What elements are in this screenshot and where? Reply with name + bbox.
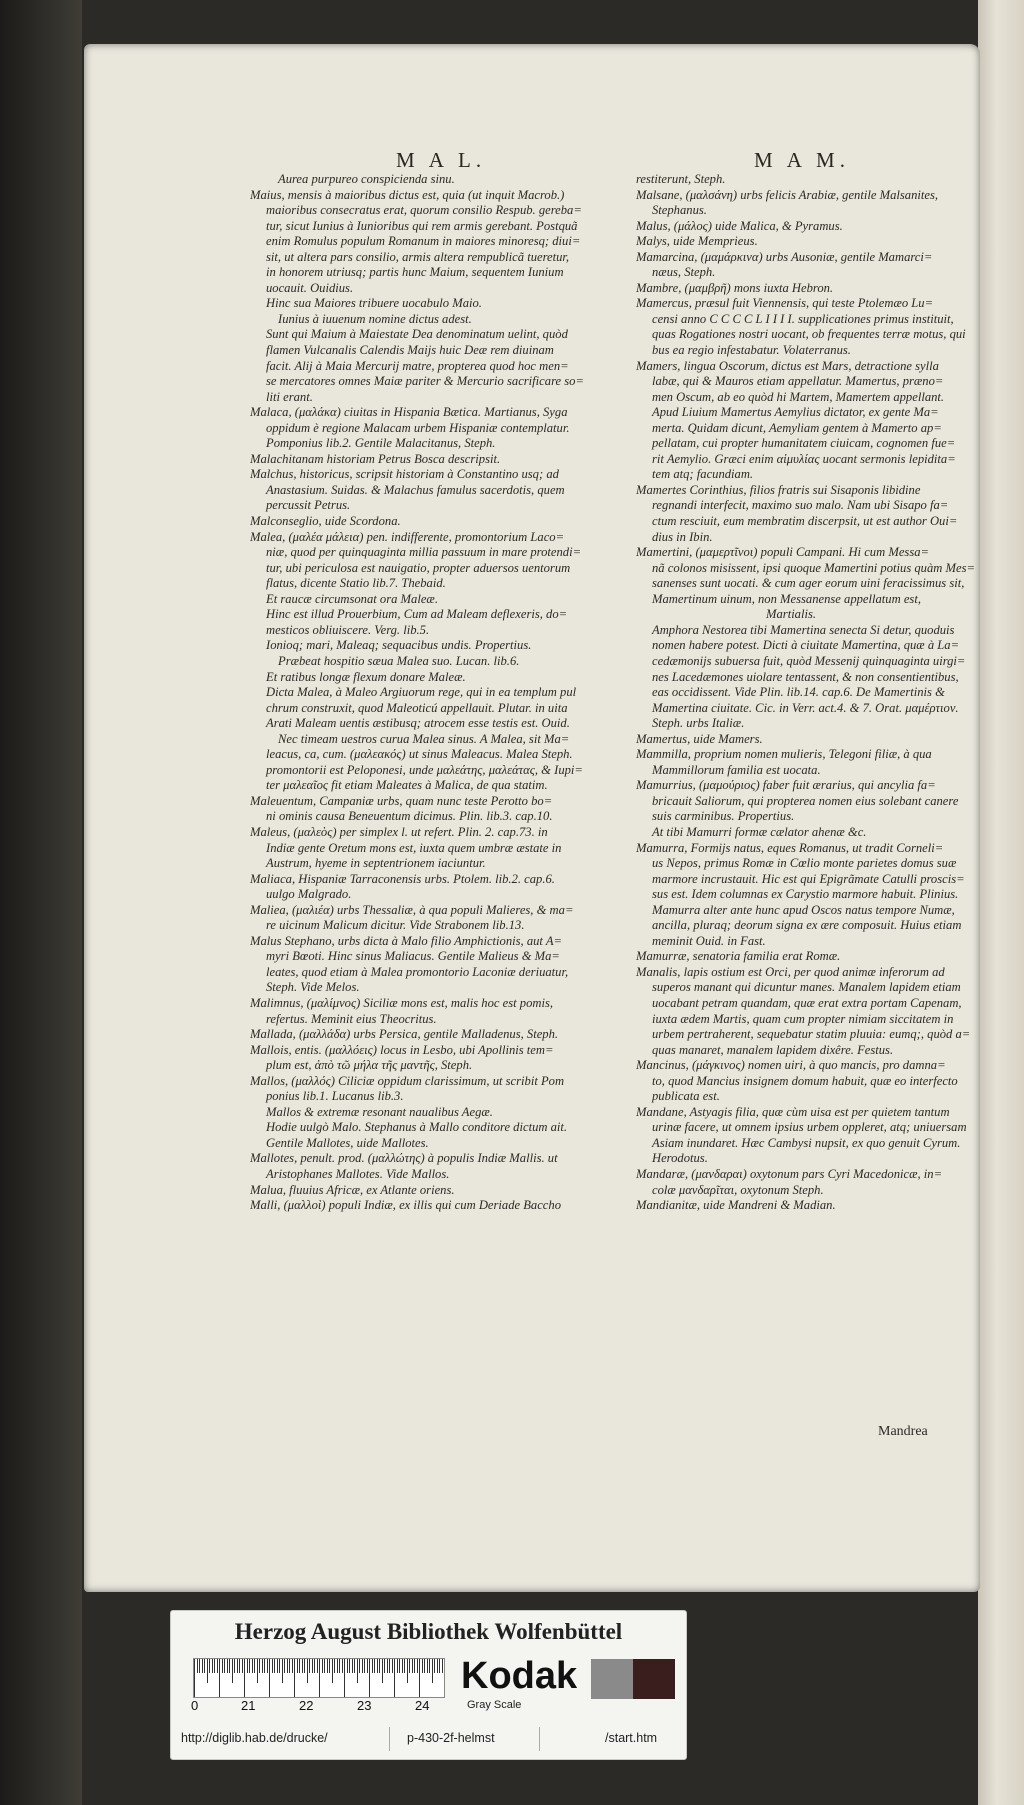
text-line: Et raucæ circumsonat ora Maleæ. bbox=[266, 591, 438, 606]
text-line: pellatam, cui propter humanitatem ciuicam, cognomen fue= bbox=[652, 436, 956, 451]
text-line: se mercatores omnes Maiæ pariter & Mercurio sacrificare so= bbox=[266, 374, 584, 389]
text-line: ctum resciuit, eum membratim discerpsit, ut est author Oui= bbox=[652, 514, 958, 529]
ruler-tick bbox=[262, 1659, 263, 1673]
text-line: næus, Steph. bbox=[652, 265, 716, 280]
ruler-tick bbox=[299, 1659, 300, 1673]
text-line: Steph. urbs Italiæ. bbox=[652, 716, 745, 731]
text-line: Hinc est illud Prouerbium, Cum ad Maleam deflexeris, do= bbox=[266, 607, 568, 622]
ruler-tick bbox=[277, 1659, 278, 1673]
ruler-tick bbox=[254, 1659, 255, 1673]
text-line: in honorem utriusq; partis hunc Maium, sequentem Iunium bbox=[266, 265, 564, 280]
text-line: ter μαλεαῖος fit etiam Maleates à Malica, de qua statim. bbox=[266, 778, 548, 793]
text-line: liti erant. bbox=[266, 389, 313, 404]
ruler-tick bbox=[419, 1659, 420, 1697]
text-line: ni ominis causa Beneuentum dicimus. Plin. lib.3. cap.10. bbox=[266, 809, 553, 824]
ruler-tick bbox=[212, 1659, 213, 1673]
text-line: uocabant petram quandam, quæ erat extra portam Capenam, bbox=[652, 995, 962, 1010]
page-header-left: M A L. bbox=[396, 148, 487, 172]
url-id: p-430-2f-helmst bbox=[407, 1731, 495, 1745]
ruler-tick bbox=[337, 1659, 338, 1673]
text-line: Mallos & extremæ resonant naualibus Aegæ. bbox=[266, 1104, 493, 1119]
kodak-logo: Kodak bbox=[461, 1655, 578, 1697]
ruler-tick bbox=[407, 1659, 408, 1683]
text-line: chrum construxit, quod Maleoticú appellauit. Plutar. in uita bbox=[266, 700, 568, 715]
text-line: Apud Liuium Mamertus Aemylius dictator, ex gente Ma= bbox=[652, 405, 939, 420]
scale-number: 23 bbox=[357, 1698, 372, 1713]
ruler-tick bbox=[194, 1659, 195, 1697]
text-line: Mandianitæ, uide Mandreni & Madian. bbox=[636, 1198, 836, 1213]
text-line: restiterunt, Steph. bbox=[636, 172, 726, 186]
text-line: enim Romulus populum Romanum in maiores minoresq; diui= bbox=[266, 234, 581, 249]
text-line: Steph. Vide Melos. bbox=[266, 980, 360, 995]
text-line: to, quod Mancius insignem domum habuit, quæ eo interfecto bbox=[652, 1073, 958, 1088]
text-line: Mamertina ciuitate. Cic. in Verr. act.4. & 7. Orat. μαμέρτιον. bbox=[652, 700, 959, 715]
ruler-tick bbox=[242, 1659, 243, 1673]
text-line: Mamurræ, senatoria familia erat Romæ. bbox=[636, 949, 841, 964]
text-line: Mancinus, (μάγκινος) nomen uiri, à quo mancis, pro damna= bbox=[636, 1058, 946, 1073]
scale-ruler bbox=[193, 1658, 445, 1698]
ruler-tick bbox=[422, 1659, 423, 1673]
ruler-tick bbox=[362, 1659, 363, 1673]
ruler-tick bbox=[229, 1659, 230, 1673]
text-line: Malus, (μάλος) uide Malica, & Pyramus. bbox=[636, 218, 843, 233]
text-line: merta. Quidam dicunt, Aemyliam gentem à Mamerto ap= bbox=[652, 420, 942, 435]
text-line: nes Lacedæmones uiolare tentassent, & non consentientibus, bbox=[652, 669, 959, 684]
ruler-tick bbox=[389, 1659, 390, 1673]
ruler-tick bbox=[424, 1659, 425, 1673]
text-line: Aurea purpureo conspicienda sinu. bbox=[278, 172, 455, 186]
text-line: Maius, mensis à maioribus dictus est, quia (ut inquit Macrob.) bbox=[250, 187, 565, 202]
text-line: flamen Vulcanalis Calendis Maijs huic Deæ rem diuinam bbox=[266, 343, 554, 358]
target-card bbox=[170, 1610, 687, 1760]
ruler-tick bbox=[427, 1659, 428, 1673]
text-line: Martialis. bbox=[766, 607, 817, 622]
gray-scale-label: Gray Scale bbox=[467, 1699, 522, 1711]
ruler-tick bbox=[349, 1659, 350, 1673]
text-line: bricauit Saliorum, qui propterea nomen eius solebant canere bbox=[652, 793, 959, 808]
text-line: urbem pertraherent, sequebatur statim pluuia: eumq;, quòd a= bbox=[652, 1027, 971, 1042]
text-line: Malachitanam historiam Petrus Bosca descripsit. bbox=[250, 451, 501, 466]
ruler-tick bbox=[359, 1659, 360, 1673]
text-line: Ionioq; mari, Maleaq; sequacibus undis. Propertius. bbox=[266, 638, 532, 653]
text-line: ancilla, pluraq; deorum signa ex ære composuit. Huius etiam bbox=[652, 918, 962, 933]
text-line: Malus Stephano, urbs dicta à Malo filio Amphictionis, aut A= bbox=[250, 933, 563, 948]
text-line: Iunius à iuuenum nomine dictus adest. bbox=[278, 311, 472, 326]
ruler-tick bbox=[282, 1659, 283, 1683]
ruler-tick bbox=[264, 1659, 265, 1673]
ruler-tick bbox=[207, 1659, 208, 1683]
scale-number: 21 bbox=[241, 1698, 256, 1713]
url-base: http://diglib.hab.de/drucke/ bbox=[181, 1731, 328, 1745]
text-line: dius in Ibin. bbox=[652, 529, 713, 544]
text-line: Malimnus, (μαλίμνος) Siciliæ mons est, malis hoc est pomis, bbox=[250, 995, 554, 1010]
text-line: Manalis, lapis ostium est Orci, per quod animæ inferorum ad bbox=[636, 964, 945, 979]
ruler-tick bbox=[272, 1659, 273, 1673]
text-line: flatus, dicente Statio lib.7. Thebaid. bbox=[266, 576, 446, 591]
url-separator bbox=[389, 1727, 390, 1751]
text-line: Mamertus, uide Mamers. bbox=[636, 731, 763, 746]
text-line: Mamertes Corinthius, filios fratris sui Sisaponis libidine bbox=[636, 482, 921, 497]
ruler-tick bbox=[239, 1659, 240, 1673]
ruler-tick bbox=[329, 1659, 330, 1673]
ruler-tick bbox=[232, 1659, 233, 1683]
ruler-tick bbox=[437, 1659, 438, 1673]
text-line: refertus. Meminit eius Theocritus. bbox=[266, 1011, 437, 1026]
text-line: Mamurra alter ante hunc apud Oscos natus tempore Numæ, bbox=[652, 902, 955, 917]
text-line: Mamercus, præsul fuit Viennensis, qui teste Ptolemæo Lu= bbox=[636, 296, 934, 311]
ruler-tick bbox=[314, 1659, 315, 1673]
text-line: myri Bœoti. Hinc sinus Maliacus. Gentile Malieus & Ma= bbox=[266, 949, 560, 964]
ruler-tick bbox=[257, 1659, 258, 1683]
ruler-tick bbox=[269, 1659, 270, 1697]
ruler-tick bbox=[312, 1659, 313, 1673]
ruler-tick bbox=[279, 1659, 280, 1673]
text-line: suis carminibus. Propertius. bbox=[652, 809, 795, 824]
ruler-tick bbox=[197, 1659, 198, 1673]
ruler-tick bbox=[322, 1659, 323, 1673]
text-line: Mamurrius, (μαμούριος) faber fuit ærarius, qui ancylia fa= bbox=[636, 778, 936, 793]
text-line: tem atq; facundiam. bbox=[652, 467, 754, 482]
ruler-tick bbox=[292, 1659, 293, 1673]
ruler-tick bbox=[202, 1659, 203, 1673]
ruler-tick bbox=[294, 1659, 295, 1697]
book-left-edge bbox=[0, 0, 82, 1805]
text-line: Hodie uulgò Malo. Stephanus à Mallo conditore dictum ait. bbox=[266, 1120, 568, 1135]
text-line: Maliea, (μαλιέα) urbs Thessaliæ, à qua populi Malieres, & ma= bbox=[250, 902, 574, 917]
text-line: Maliaca, Hispaniæ Tarraconensis urbs. Ptolem. lib.2. cap.6. bbox=[250, 871, 555, 886]
ruler-tick bbox=[394, 1659, 395, 1697]
dark-patch bbox=[633, 1659, 675, 1699]
text-line: Mamertinum uinum, non Messanense appellatum est, bbox=[652, 591, 921, 606]
ruler-tick bbox=[324, 1659, 325, 1673]
text-line: Pomponius lib.2. Gentile Malacitanus, Steph. bbox=[266, 436, 496, 451]
text-line: us Nepos, primus Romæ in Cœlio monte parietes domus suæ bbox=[652, 856, 957, 871]
text-line: facit. Alij à Maia Mercurij matre, propterea quod hoc men= bbox=[266, 358, 569, 373]
text-line: sus est. Idem columnas ex Carystio marmore habuit. Plinius. bbox=[652, 887, 959, 902]
text-line: sit, ut altera pars consilio, armis altera rempublicã tueretur, bbox=[266, 249, 570, 264]
ruler-tick bbox=[234, 1659, 235, 1673]
text-line: Arati Maleam uentis æstibusq; atrocem esse testis est. Ouid. bbox=[266, 716, 570, 731]
ruler-tick bbox=[397, 1659, 398, 1673]
ruler-tick bbox=[384, 1659, 385, 1673]
ruler-tick bbox=[287, 1659, 288, 1673]
text-line: Mallada, (μαλλάδα) urbs Persica, gentile Malladenus, Steph. bbox=[250, 1027, 559, 1042]
text-line: Mandane, Astyagis filia, quæ cùm uisa est per quietem tantum bbox=[636, 1104, 950, 1119]
url-end: /start.htm bbox=[605, 1731, 658, 1745]
scale-number: 0 bbox=[191, 1698, 199, 1713]
text-line: superos manant qui dicuntur manes. Manalem lapidem etiam bbox=[652, 980, 961, 995]
ruler-tick bbox=[244, 1659, 245, 1697]
ruler-tick bbox=[222, 1659, 223, 1673]
ruler-tick bbox=[302, 1659, 303, 1673]
text-line: nomen habere potest. Dicti à ciuitate Mamertina, quæ à La= bbox=[652, 638, 960, 653]
ruler-tick bbox=[387, 1659, 388, 1673]
ruler-tick bbox=[379, 1659, 380, 1673]
text-line: Malea, (μαλέα μάλεια) pen. indifferente, promontorium Laco= bbox=[250, 529, 565, 544]
ruler-tick bbox=[374, 1659, 375, 1673]
ruler-tick bbox=[409, 1659, 410, 1673]
text-line: Mandaræ, (μανδαραι) oxytonum pars Cyri Macedonicæ, in= bbox=[636, 1167, 943, 1181]
ruler-tick bbox=[224, 1659, 225, 1673]
text-line: Anastasium. Suidas. & Malachus famulus sacerdotis, quem bbox=[266, 482, 565, 497]
ruler-tick bbox=[284, 1659, 285, 1673]
text-line: Mallotes, penult. prod. (μαλλώτης) à populis Indiæ Mallis. ut bbox=[250, 1151, 558, 1166]
ruler-tick bbox=[327, 1659, 328, 1673]
ruler-tick bbox=[237, 1659, 238, 1673]
text-line: Malys, uide Memprieus. bbox=[636, 234, 758, 249]
book-right-edge bbox=[978, 0, 1024, 1805]
gray-patch bbox=[591, 1659, 633, 1699]
ruler-tick bbox=[319, 1659, 320, 1697]
text-line: regnandi interfecit, maximo suo malo. Nam ubi Sisapo fa= bbox=[652, 498, 949, 513]
right-column bbox=[636, 172, 976, 1214]
text-line: At tibi Mamurri formæ cælator ahenæ &c. bbox=[652, 824, 867, 839]
text-line: iuxta ædem Martis, quam cum propter nimiam siccitatem in bbox=[652, 1011, 954, 1026]
ruler-tick bbox=[199, 1659, 200, 1673]
scale-number: 22 bbox=[299, 1698, 314, 1713]
ruler-tick bbox=[339, 1659, 340, 1673]
text-line: Indiæ gente Oretum mons est, iuxta quem umbræ æstate in bbox=[266, 840, 562, 855]
ruler-tick bbox=[227, 1659, 228, 1673]
ruler-tick bbox=[352, 1659, 353, 1673]
text-line: Gentile Mallotes, uide Mallotes. bbox=[266, 1135, 429, 1150]
text-line: cedæmonijs subuersa fuit, quòd Messenij quinquaginta uirgi= bbox=[652, 653, 966, 668]
ruler-tick bbox=[332, 1659, 333, 1683]
text-line: niæ, quod per quinquaginta millia passuum in mare protendi= bbox=[266, 545, 582, 560]
ruler-tick bbox=[347, 1659, 348, 1673]
ruler-tick bbox=[354, 1659, 355, 1673]
ruler-tick bbox=[404, 1659, 405, 1673]
text-line: colæ μανδαρῖται, oxytonum Steph. bbox=[652, 1182, 824, 1197]
text-line: Mallos, (μαλλός) Ciliciæ oppidum clarissimum, ut scribit Pom bbox=[250, 1073, 565, 1088]
text-line: eas occidissent. Vide Plin. lib.14. cap.6. De Mamertinis & bbox=[652, 685, 945, 700]
page-header-right: M A M. bbox=[754, 148, 850, 172]
ruler-tick bbox=[434, 1659, 435, 1673]
text-line: Malua, fluuius Africæ, ex Atlante oriens. bbox=[250, 1182, 455, 1197]
text-line: urinæ facere, ut omnem ipsius urbem oppleret, atq; uniuersam bbox=[652, 1120, 967, 1135]
text-line: Hinc sua Maiores tribuere uocabulo Maio. bbox=[266, 296, 482, 311]
text-line: re uicinum Malicum dicitur. Vide Strabonem lib.13. bbox=[266, 918, 525, 933]
text-line: mesticos obliuiscere. Verg. lib.5. bbox=[266, 622, 430, 637]
text-line: Nec timeam uestros curua Malea sinus. A Malea, sit Ma= bbox=[278, 731, 570, 746]
text-line: meminit Ouid. in Fast. bbox=[652, 933, 766, 948]
text-line: publicata est. bbox=[652, 1089, 720, 1104]
text-line: men Oscum, ab eo quòd hi Martem, Mamertem appellant. bbox=[652, 389, 945, 404]
scale-number: 24 bbox=[415, 1698, 430, 1713]
ruler-tick bbox=[219, 1659, 220, 1697]
text-line: Mamers, lingua Oscorum, dictus est Mars, detractione sylla bbox=[636, 358, 939, 373]
text-line: Mammilla, proprium nomen mulieris, Telegoni filiæ, à qua bbox=[636, 747, 932, 762]
text-line: Sunt qui Maium à Maiestate Dea denominatum uelint, quòd bbox=[266, 327, 568, 342]
ruler-tick bbox=[334, 1659, 335, 1673]
text-line: quas manaret, manalem lapidem dixêre. Festus. bbox=[652, 1042, 894, 1057]
ruler-tick bbox=[357, 1659, 358, 1683]
text-line: tur, sicut Iunius à Iunioribus qui rem armis gerebant. Postquã bbox=[266, 218, 578, 233]
text-line: Herodotus. bbox=[652, 1151, 708, 1166]
ruler-tick bbox=[364, 1659, 365, 1673]
ruler-tick bbox=[439, 1659, 440, 1673]
ruler-tick bbox=[372, 1659, 373, 1673]
ruler-tick bbox=[249, 1659, 250, 1673]
library-title: Herzog August Bibliothek Wolfenbüttel bbox=[234, 1619, 623, 1644]
ruler-tick bbox=[259, 1659, 260, 1673]
ruler-tick bbox=[267, 1659, 268, 1673]
ruler-tick bbox=[382, 1659, 383, 1683]
text-line: leacus, ca, cum. (μαλεακός) ut sinus Maleacus. Malea Steph. bbox=[266, 747, 573, 762]
text-line: labæ, qui & Mauros etiam appellatur. Mamertus, præno= bbox=[652, 374, 944, 389]
text-line: tur, ubi periculosa est nauigatio, propter aduersos uentorum bbox=[266, 560, 571, 575]
ruler-tick bbox=[399, 1659, 400, 1673]
text-line: Malconseglio, uide Scordona. bbox=[250, 514, 401, 529]
text-line: quas Rogationes nostri uocant, ob frequentes terræ motus, qui bbox=[652, 327, 966, 342]
text-line: Dicta Malea, à Maleo Argiuorum rege, qui in ea templum pul bbox=[266, 685, 577, 700]
text-line: oppidum è regione Malacam urbem Hispaniæ contemplatur. bbox=[266, 420, 570, 435]
text-line: Maleus, (μαλεὸς) per simplex l. ut refert. Plin. 2. cap.73. in bbox=[250, 824, 548, 839]
ruler-tick bbox=[342, 1659, 343, 1673]
ruler-tick bbox=[317, 1659, 318, 1673]
left-column bbox=[250, 172, 590, 1214]
text-line: Mamurra, Formijs natus, eques Romanus, ut tradit Corneli= bbox=[636, 840, 944, 855]
ruler-tick bbox=[417, 1659, 418, 1673]
text-line: Mambre, (μαμβρῆ) mons iuxta Hebron. bbox=[636, 280, 834, 295]
ruler-tick bbox=[412, 1659, 413, 1673]
url-separator bbox=[539, 1727, 540, 1751]
text-line: bus ea regio infestabatur. Volaterranus. bbox=[652, 343, 851, 358]
text-line: rit Aemylio. Græci enim αἱμυλίας uocant sermonis lepidita= bbox=[652, 451, 956, 466]
text-line: Asiam inundaret. Hæc Cambysi nupsit, ex quo genuit Cyrum. bbox=[652, 1135, 961, 1150]
text-line: ponius lib.1. Lucanus lib.3. bbox=[266, 1089, 404, 1104]
ruler-tick bbox=[307, 1659, 308, 1683]
text-line: Et ratibus longæ flexum donare Maleæ. bbox=[266, 669, 466, 684]
ruler-tick bbox=[252, 1659, 253, 1673]
ruler-tick bbox=[297, 1659, 298, 1673]
ruler-tick bbox=[367, 1659, 368, 1673]
text-line: Mamarcina, (μαμάρκινα) urbs Ausoniæ, gentile Mamarci= bbox=[636, 249, 933, 264]
text-line: Mallois, entis. (μαλλόεις) locus in Lesbo, ubi Apollinis tem= bbox=[250, 1042, 554, 1057]
text-line: Malaca, (μαλάκα) ciuitas in Hispania Bætica. Martianus, Syga bbox=[250, 405, 568, 420]
ruler-tick bbox=[377, 1659, 378, 1673]
ruler-tick bbox=[309, 1659, 310, 1673]
text-line: Præbeat hospitio sæua Malea suo. Lucan. lib.6. bbox=[278, 653, 520, 668]
text-line: plum est, ἀπὸ τῶ μήλα τῆς μαντῆς, Steph. bbox=[266, 1058, 473, 1073]
text-line: Maleuentum, Campaniæ urbs, quam nunc teste Perotto bo= bbox=[250, 793, 553, 808]
text-line: leates, quod etiam à Malea promontorio Laconiæ deriuatur, bbox=[266, 964, 569, 979]
ruler-tick bbox=[344, 1659, 345, 1697]
text-line: percussit Petrus. bbox=[266, 498, 351, 513]
text-line: sanenses sunt uocati. & cum ager eorum uini feracissimus sit, bbox=[652, 576, 965, 591]
text-line: Malli, (μαλλοὶ) populi Indiæ, ex illis qui cum Deriade Baccho bbox=[250, 1198, 561, 1213]
text-line: uocauit. Ouidius. bbox=[266, 280, 354, 295]
ruler-tick bbox=[217, 1659, 218, 1673]
ruler-tick bbox=[429, 1659, 430, 1673]
ruler-tick bbox=[369, 1659, 370, 1697]
text-line: Amphora Nestorea tibi Mamertina senecta Si detur, quoduis bbox=[652, 622, 955, 637]
text-line: maioribus consecratus erat, quorum consilio Respub. gereba= bbox=[266, 203, 582, 218]
ruler-tick bbox=[247, 1659, 248, 1673]
ruler-tick bbox=[432, 1659, 433, 1683]
ruler-tick bbox=[214, 1659, 215, 1673]
ruler-tick bbox=[304, 1659, 305, 1673]
text-line: Malchus, historicus, scripsit historiam à Constantino usq; ad bbox=[250, 467, 559, 482]
text-line: uulgo Malgrado. bbox=[266, 887, 352, 902]
text-line: Malsane, (μαλσάνη) urbs felicis Arabiæ, gentile Malsanites, bbox=[636, 187, 939, 202]
text-line: Mammillorum familia est uocata. bbox=[652, 762, 821, 777]
text-line: promontorii est Peloponesi, unde μαλεάτης, μαλεάτας, & Iupi= bbox=[266, 762, 583, 777]
text-line: Mamertini, (μαμερτῖνοι) populi Campani. Hi cum Messa= bbox=[636, 545, 930, 560]
text-line: Austrum, hyeme in septentrionem iaciuntur. bbox=[266, 856, 486, 871]
ruler-tick bbox=[414, 1659, 415, 1673]
text-line: censi anno C C C C L I I I I. supplicationes primus instituit, bbox=[652, 311, 954, 326]
ruler-tick bbox=[392, 1659, 393, 1673]
ruler-tick bbox=[274, 1659, 275, 1673]
ruler-tick bbox=[289, 1659, 290, 1673]
ruler-tick bbox=[209, 1659, 210, 1673]
text-line: Stephanus. bbox=[652, 203, 707, 218]
ruler-tick bbox=[204, 1659, 205, 1673]
ruler-tick bbox=[442, 1659, 443, 1673]
ruler-tick bbox=[402, 1659, 403, 1673]
text-line: marmore incrustauit. Hic est qui Epigrãmate Catulli proscis= bbox=[652, 871, 965, 886]
catchword: Mandrea bbox=[878, 1424, 928, 1439]
text-line: nã colonos misissent, ipsi quoque Mamertini potius quàm Mes= bbox=[652, 560, 975, 575]
text-line: Aristophanes Mallotes. Vide Mallos. bbox=[266, 1167, 450, 1181]
